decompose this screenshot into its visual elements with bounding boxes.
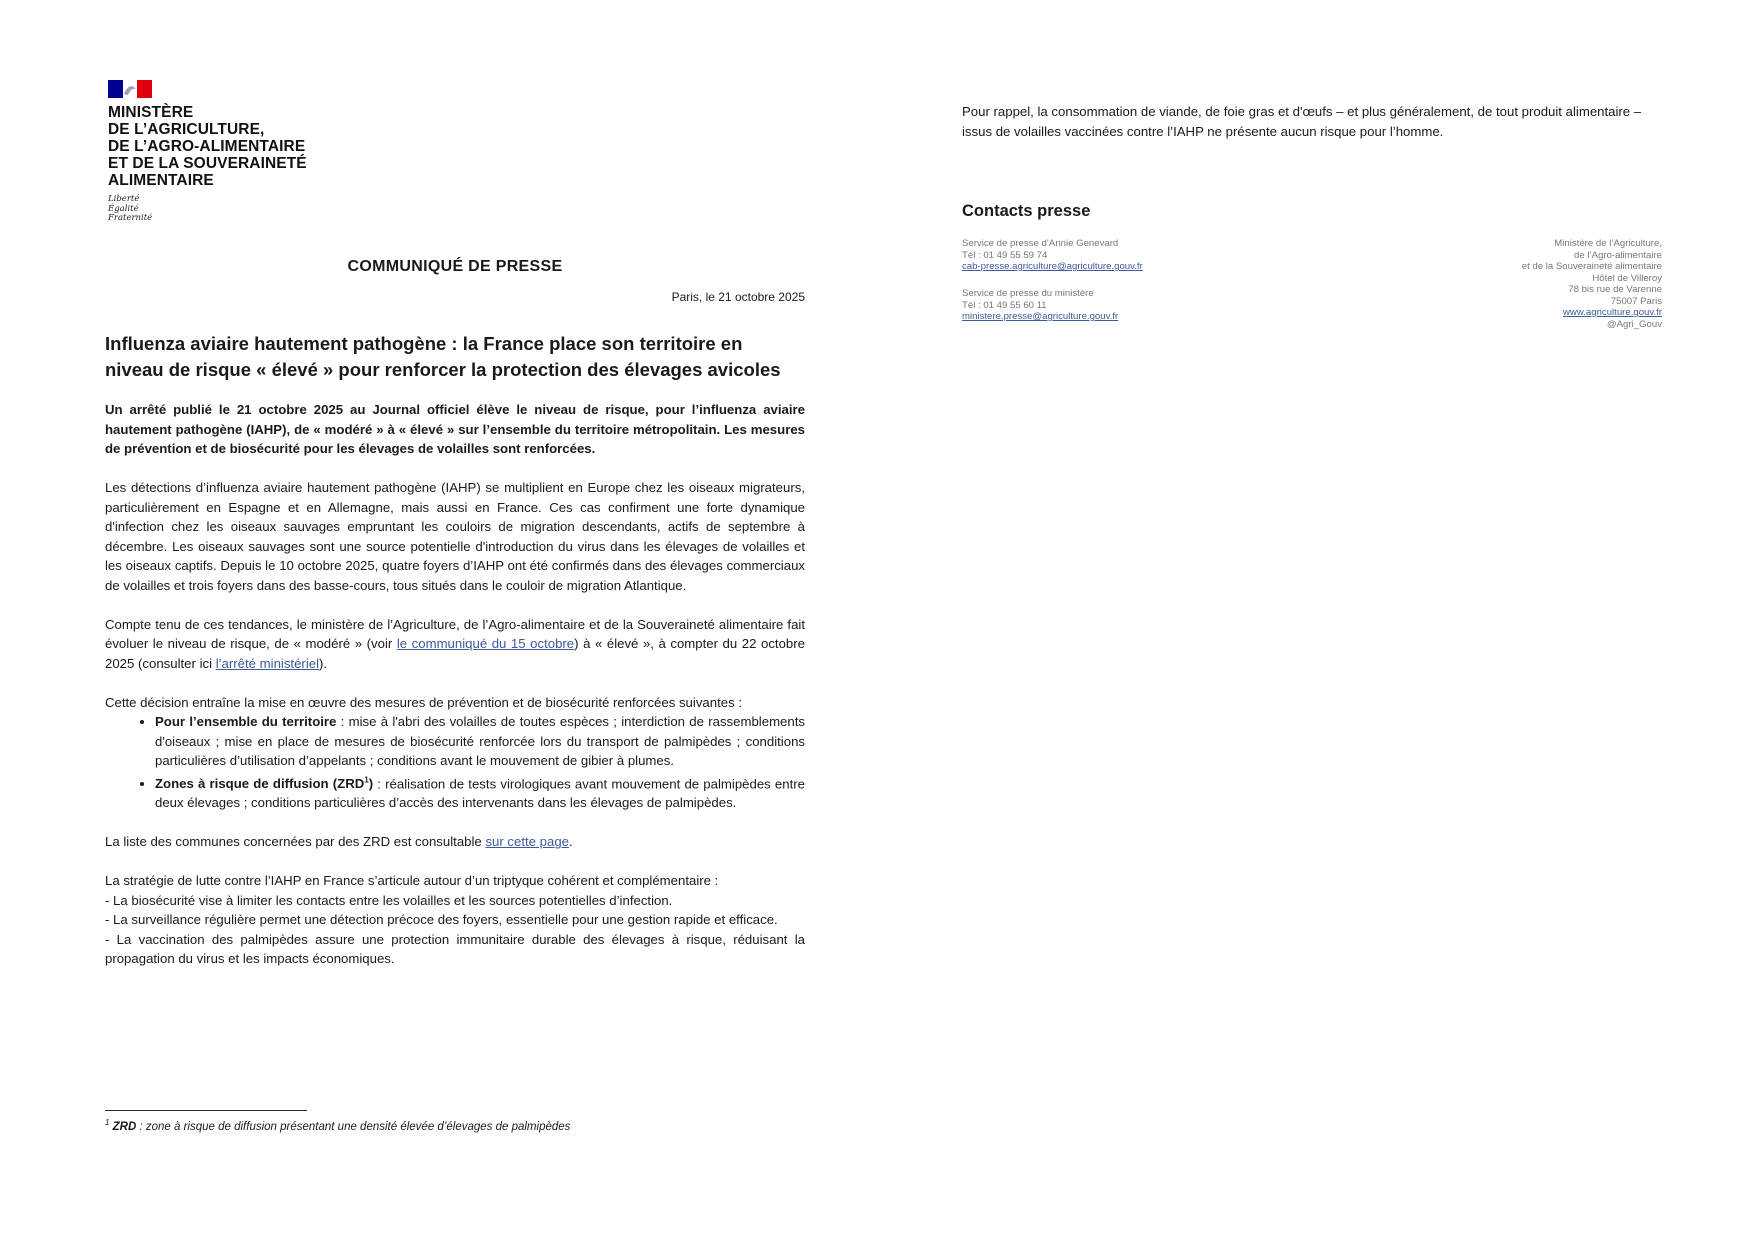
bullet-text: : mise à l'abri des volailles de toutes espèces ; interdiction de rassemblements d'oiseaux ; mise en place de mesures de biosécurité renforcée lors du transport de palmipèdes ; conditions particulières d’utilisation d’appelants ; conditions avant le mouvement de gibier à plumes. bbox=[155, 714, 805, 768]
footnote-number: 1 bbox=[105, 1118, 110, 1127]
paragraph-strategy bbox=[105, 871, 805, 969]
marianne-flag-icon bbox=[108, 80, 152, 98]
press-body bbox=[105, 400, 805, 988]
reminder-paragraph: Pour rappel, la consommation de viande, de foie gras et d'œufs – et plus généralement, de tout produit alimentaire – issus de volailles vaccinées contre l’IAHP ne présente aucun risque pour l’homme. bbox=[962, 104, 1642, 139]
footnote-text: : zone à risque de diffusion présentant une densité élevée d’élevages de palmipèdes bbox=[136, 1120, 571, 1133]
address-line: Ministère de l’Agriculture, bbox=[1554, 238, 1662, 249]
paragraph-text: La liste des communes concernées par des ZRD est consultable bbox=[105, 834, 486, 850]
address-line: Hôtel de Villeroy bbox=[1592, 272, 1662, 284]
link-zrd-page[interactable]: sur cette page bbox=[485, 834, 570, 850]
bullet-bold-text: Zones à risque de diffusion (ZRD bbox=[155, 775, 365, 791]
website-link[interactable]: www.agriculture.gouv.fr bbox=[1563, 307, 1662, 318]
ministry-logo bbox=[108, 80, 368, 224]
motto-line: Égalité bbox=[108, 203, 139, 214]
address-line: 75007 Paris bbox=[1610, 295, 1662, 307]
list-item bbox=[155, 771, 805, 813]
paragraph-text: . bbox=[569, 834, 573, 850]
headline: Influenza aviaire hautement pathogène : la France place son territoire en niveau de risque « élevé » pour renforcer la protection des élevages avicoles bbox=[105, 333, 781, 380]
motto-line: Liberté bbox=[108, 194, 140, 204]
paragraph-risk-level bbox=[105, 615, 805, 674]
ministry-name-line: DE L’AGRICULTURE, bbox=[108, 121, 265, 138]
bullet-bold bbox=[155, 776, 373, 791]
social-handle: @Agri_Gouv bbox=[1606, 318, 1662, 330]
strategy-line: - La biosécurité vise à limiter les contacts entre les volailles et les sources potentielles d’infection. bbox=[105, 892, 673, 908]
contact-name: Service de presse du ministère bbox=[962, 288, 1094, 299]
ministry-name-line: DE L’AGRO-ALIMENTAIRE bbox=[108, 138, 306, 155]
contacts-title: Contacts presse bbox=[962, 202, 1091, 220]
republic-motto bbox=[108, 195, 368, 224]
footnote-divider bbox=[105, 1110, 307, 1111]
contact-tel: Tél : 01 49 55 60 11 bbox=[962, 299, 1047, 311]
address-line: et de la Souveraineté alimentaire bbox=[1521, 261, 1662, 272]
paragraph-text: Compte tenu de ces tendances, le ministère de l’Agriculture, de l’Agro-alimentaire et de la Souveraineté alimentaire fait évoluer le niveau de risque, de « modéré » (voir bbox=[105, 616, 805, 651]
strategy-line: La stratégie de lutte contre l’IAHP en France s’articule autour d’un triptyque cohérent et complémentaire : bbox=[105, 873, 719, 889]
press-release-title: COMMUNIQUÉ DE PRESSE bbox=[347, 258, 563, 275]
contact-email-link[interactable]: cab-presse.agriculture@agriculture.gouv.fr bbox=[962, 261, 1143, 272]
address-line: de l’Agro-alimentaire bbox=[1574, 249, 1662, 261]
motto-line: Fraternité bbox=[108, 213, 153, 223]
strategy-line: - La surveillance régulière permet une détection précoce des foyers, essentielle pour une gestion rapide et efficace. bbox=[105, 912, 778, 928]
link-arrete[interactable]: l’arrêté ministériel bbox=[215, 655, 320, 671]
lead-paragraph: Un arrêté publié le 21 octobre 2025 au Journal officiel élève le niveau de risque, pour l’influenza aviaire hautement pathogène (IAHP), de « modéré » à « élevé » sur l’ensemble du territoire métropolitain. Les mesures de prévention et de biosécurité pour les élevages de volailles sont renforcées. bbox=[105, 402, 805, 456]
ministry-name bbox=[108, 104, 368, 189]
contact-email-link[interactable]: ministere.presse@agriculture.gouv.fr bbox=[962, 311, 1119, 322]
strategy-line: - La vaccination des palmipèdes assure une protection immunitaire durable des élevages à risque, réduisant la propagation du virus et les impacts économiques. bbox=[105, 931, 805, 967]
paragraph-measures-intro: Cette décision entraîne la mise en œuvre des mesures de prévention et de biosécurité renforcées suivantes : bbox=[105, 694, 742, 710]
footnote bbox=[105, 1118, 805, 1133]
ministry-address bbox=[1350, 238, 1662, 330]
ministry-name-line: ET DE LA SOUVERAINETÉ bbox=[108, 155, 307, 172]
press-date: Paris, le 21 octobre 2025 bbox=[671, 290, 805, 304]
list-item bbox=[155, 712, 805, 771]
contact-tel: Tél : 01 49 55 59 74 bbox=[962, 249, 1048, 261]
paragraph-detections: Les détections d’influenza aviaire hautement pathogène (IAHP) se multiplient en Europe chez les oiseaux migrateurs, particulièrement en Espagne et en Allemagne, mais aussi en France. Ces cas confirment une forte dynamique d'infection chez les oiseaux sauvages empruntant les couloirs de migration descendants, actifs de septembre à décembre. Les oiseaux sauvages sont une source potentielle d'introduction du virus dans les élevages de volailles et les oiseaux captifs. Depuis le 10 octobre 2025, quatre foyers d’IAHP ont été confirmés dans des élevages commerciaux de volailles et trois foyers dans des basse-cours, tous situés dans le couloir de migration Atlantique. bbox=[105, 480, 805, 593]
measures-list bbox=[105, 712, 805, 813]
ministry-name-line: ALIMENTAIRE bbox=[108, 172, 214, 189]
paragraph-text: ). bbox=[319, 655, 328, 671]
contact-minister-press bbox=[962, 238, 1282, 273]
paragraph-zrd-list bbox=[105, 832, 805, 852]
address-line: 78 bis rue de Varenne bbox=[1568, 284, 1662, 295]
bullet-bold: Pour l’ensemble du territoire bbox=[155, 714, 337, 729]
contact-ministry-press bbox=[962, 288, 1282, 323]
footnote-ref: 1 bbox=[364, 775, 369, 785]
paragraph-text: ) à « élevé », à compter du 22 octobre 2025 (consulter ici bbox=[105, 636, 805, 671]
link-communique[interactable]: le communiqué du 15 octobre bbox=[396, 636, 575, 651]
footnote-term: ZRD bbox=[112, 1120, 137, 1133]
bullet-bold-end: ) bbox=[368, 775, 374, 791]
ministry-name-line: MINISTÈRE bbox=[108, 104, 194, 121]
contact-name: Service de presse d’Annie Genevard bbox=[962, 238, 1119, 249]
bullet-text: : réalisation de tests virologiques avant mouvement de palmipèdes entre deux élevages ; conditions particulières d’accès des intervenants dans les élevages de palmipèdes. bbox=[155, 775, 805, 811]
